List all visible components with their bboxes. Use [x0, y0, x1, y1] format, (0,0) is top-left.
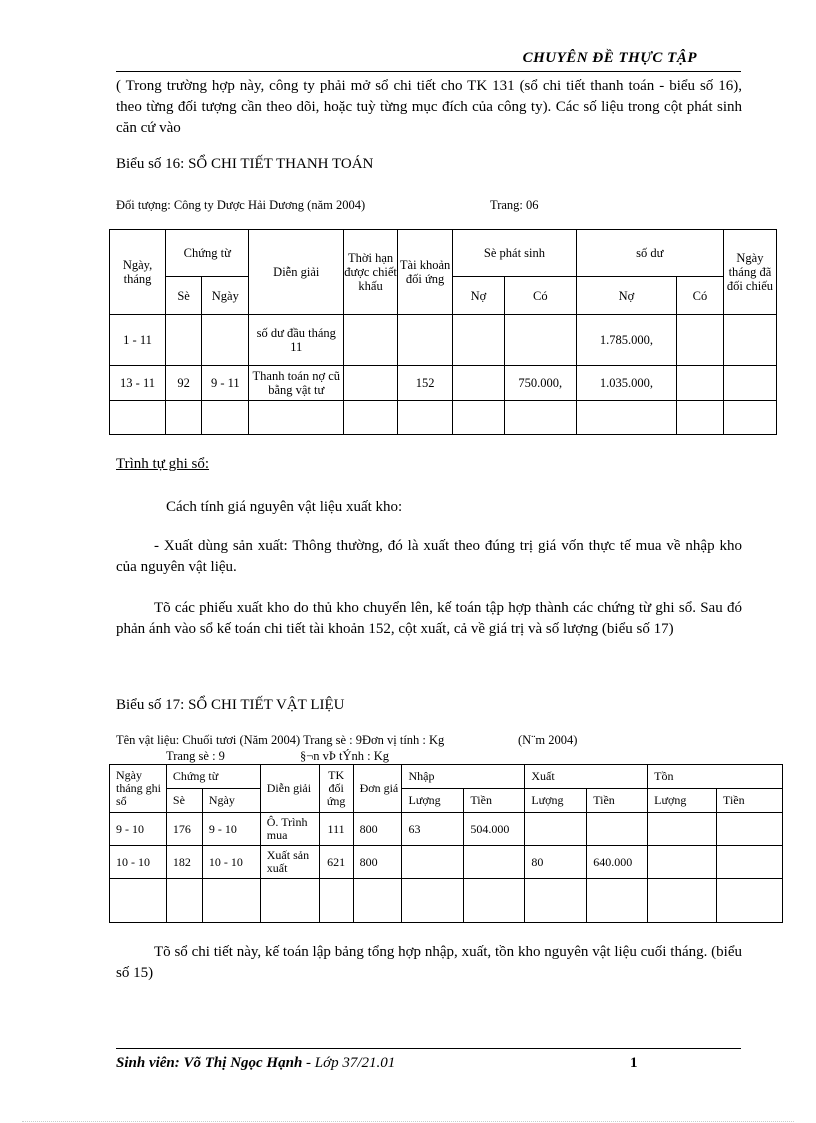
col-debit: Nợ — [453, 277, 505, 315]
cell-voucher-no: 92 — [166, 366, 202, 401]
cell-export-qty: 80 — [525, 846, 587, 879]
cell-import-qty — [402, 846, 464, 879]
cell-voucher-date: 9 - 11 — [202, 366, 249, 401]
bieu16-object: Đối tượng: Công ty Dược Hải Dương (năm 2004) — [116, 198, 366, 212]
col-stock: Tồn — [648, 765, 783, 789]
cell-account: 152 — [398, 366, 453, 401]
cell-account: 621 — [319, 846, 353, 879]
cell-desc: Ô. Trình mua — [260, 813, 319, 846]
trinh-tu-heading: Trình tự ghi sổ: — [116, 456, 210, 472]
cell-date: 1 - 11 — [110, 315, 166, 366]
cell-date: 9 - 10 — [110, 813, 167, 846]
col-voucher-date: Ngày — [202, 277, 249, 315]
cach-tinh-paragraph: Cách tính giá nguyên vật liệu xuất kho: — [166, 499, 403, 515]
cell-voucher-no: 176 — [166, 813, 202, 846]
bieu17-heading: Biểu số 17: SỔ CHI TIẾT VẬT LIỆU — [116, 697, 345, 713]
cell-balance-debit: 1.035.000, — [576, 366, 676, 401]
cell-discount — [344, 315, 398, 366]
xuat-dung-paragraph: - Xuất dùng sản xuất: Thông thường, đó là xuất theo đúng trị giá vốn thực tế mua về nhập kho của nguyên vật liệu. — [116, 538, 742, 575]
table-row-empty — [110, 879, 783, 923]
cell-export-amount: 640.000 — [587, 846, 648, 879]
cell-account — [398, 315, 453, 366]
cell-debit — [453, 315, 505, 366]
col-reconcile: Ngày tháng đã đối chiếu — [723, 230, 776, 315]
cell-account: 111 — [319, 813, 353, 846]
col-stock-qty: Lượng — [648, 789, 717, 813]
footer-class: - Lớp 37/21.01 — [306, 1055, 396, 1071]
cell-debit — [453, 366, 505, 401]
bieu17-info-unit: §¬n vÞ tÝnh : Kg — [300, 749, 390, 763]
col-desc: Diễn giải — [260, 765, 319, 813]
bieu17-info-page: Trang sè : 9 — [166, 749, 225, 763]
bieu17-table — [109, 764, 783, 923]
cell-import-qty: 63 — [402, 813, 464, 846]
table-row-empty — [110, 401, 777, 435]
to-so-paragraph: Tõ sổ chi tiết này, kế toán lập bảng tổng hợp nhập, xuất, tồn kho nguyên vật liệu cuối tháng. (biểu số 15) — [116, 944, 742, 981]
table-row — [110, 315, 777, 366]
cell-stock-amount — [717, 846, 783, 879]
bieu16-table — [109, 229, 777, 435]
cell-date: 13 - 11 — [110, 366, 166, 401]
page-bottom-border — [22, 1121, 794, 1122]
bieu17-info-line: Tên vật liệu: Chuối tươi (Năm 2004) Trang sè : 9Đơn vị tính : Kg — [116, 733, 445, 747]
table-row — [110, 813, 783, 846]
footer-divider — [116, 1048, 741, 1049]
col-import: Nhập — [402, 765, 525, 789]
cell-voucher-no — [166, 315, 202, 366]
col-stock-amount: Tiền — [717, 789, 783, 813]
col-export-qty: Lượng — [525, 789, 587, 813]
cell-voucher-date: 9 - 10 — [202, 813, 260, 846]
col-account: Tài khoản đối ứng — [398, 230, 453, 315]
cell-stock-amount — [717, 813, 783, 846]
cell-stock-qty — [648, 813, 717, 846]
cell-date: 10 - 10 — [110, 846, 167, 879]
cell-voucher-no: 182 — [166, 846, 202, 879]
cell-discount — [344, 366, 398, 401]
col-credit: Có — [504, 277, 576, 315]
bieu17-info-year: (N¨m 2004) — [518, 733, 578, 747]
col-voucher: Chứng từ — [166, 765, 260, 789]
cell-stock-qty — [648, 846, 717, 879]
col-import-qty: Lượng — [402, 789, 464, 813]
col-voucher-no: Sè — [166, 277, 202, 315]
table-row — [110, 366, 777, 401]
cell-balance-credit — [677, 315, 724, 366]
cell-balance-debit: 1.785.000, — [576, 315, 676, 366]
cell-unit-price: 800 — [353, 813, 402, 846]
bieu16-heading: Biểu số 16: SỔ CHI TIẾT THANH TOÁN — [116, 156, 374, 172]
table-row — [110, 846, 783, 879]
col-balance-credit: Có — [677, 277, 724, 315]
cell-voucher-date: 10 - 10 — [202, 846, 260, 879]
col-date: Ngày tháng ghi sổ — [110, 765, 167, 813]
col-arising: Sè phát sinh — [453, 230, 577, 277]
col-date: Ngày, tháng — [110, 230, 166, 315]
cell-export-amount — [587, 813, 648, 846]
cell-desc: Xuất sản xuất — [260, 846, 319, 879]
col-unit-price: Đơn giá — [353, 765, 402, 813]
page-header — [116, 46, 741, 72]
col-export-amount: Tiền — [587, 789, 648, 813]
footer-student — [116, 1055, 395, 1072]
cell-export-qty — [525, 813, 587, 846]
cell-desc: Thanh toán nợ cũ bằng vật tư — [249, 366, 344, 401]
cell-voucher-date — [202, 315, 249, 366]
cell-import-amount: 504.000 — [464, 813, 525, 846]
cell-credit — [504, 315, 576, 366]
cell-reconcile — [723, 315, 776, 366]
cell-unit-price: 800 — [353, 846, 402, 879]
col-discount: Thời hạn được chiết khấu — [344, 230, 398, 315]
col-account: TK đối ứng — [319, 765, 353, 813]
cell-desc: số dư đầu tháng 11 — [249, 315, 344, 366]
cell-balance-credit — [677, 366, 724, 401]
col-desc: Diễn giải — [249, 230, 344, 315]
col-export: Xuất — [525, 765, 648, 789]
cell-import-amount — [464, 846, 525, 879]
intro-paragraph: ( Trong trường hợp này, công ty phải mở sổ chi tiết cho TK 131 (sổ chi tiết thanh toán - biểu số 16), theo từng đối tượng cần theo dõi, hoặc tuỳ từng mục đích của công ty). Các số liệu trong cột phát sinh căn cứ vào — [116, 78, 742, 136]
footer-student-name: Sinh viên: Võ Thị Ngọc Hạnh — [116, 1055, 303, 1071]
col-voucher: Chứng từ — [166, 230, 249, 277]
col-balance-debit: Nợ — [576, 277, 676, 315]
cell-reconcile — [723, 366, 776, 401]
to-cac-phieu-paragraph: Tõ các phiếu xuất kho do thủ kho chuyển lên, kế toán tập hợp thành các chứng từ ghi sổ. Sau đó phản ánh vào sổ kế toán chi tiết tài khoản 152, cột xuất, cả về giá trị và số lượng (biểu số 17) — [116, 600, 742, 637]
bieu16-page: Trang: 06 — [490, 198, 539, 212]
cell-credit: 750.000, — [504, 366, 576, 401]
col-import-amount: Tiền — [464, 789, 525, 813]
document-title: CHUYÊN ĐỀ THỰC TẬP — [522, 50, 697, 66]
col-voucher-no: Sè — [166, 789, 202, 813]
col-voucher-date: Ngày — [202, 789, 260, 813]
page-number: 1 — [630, 1055, 638, 1071]
col-balance: số dư — [576, 230, 723, 277]
